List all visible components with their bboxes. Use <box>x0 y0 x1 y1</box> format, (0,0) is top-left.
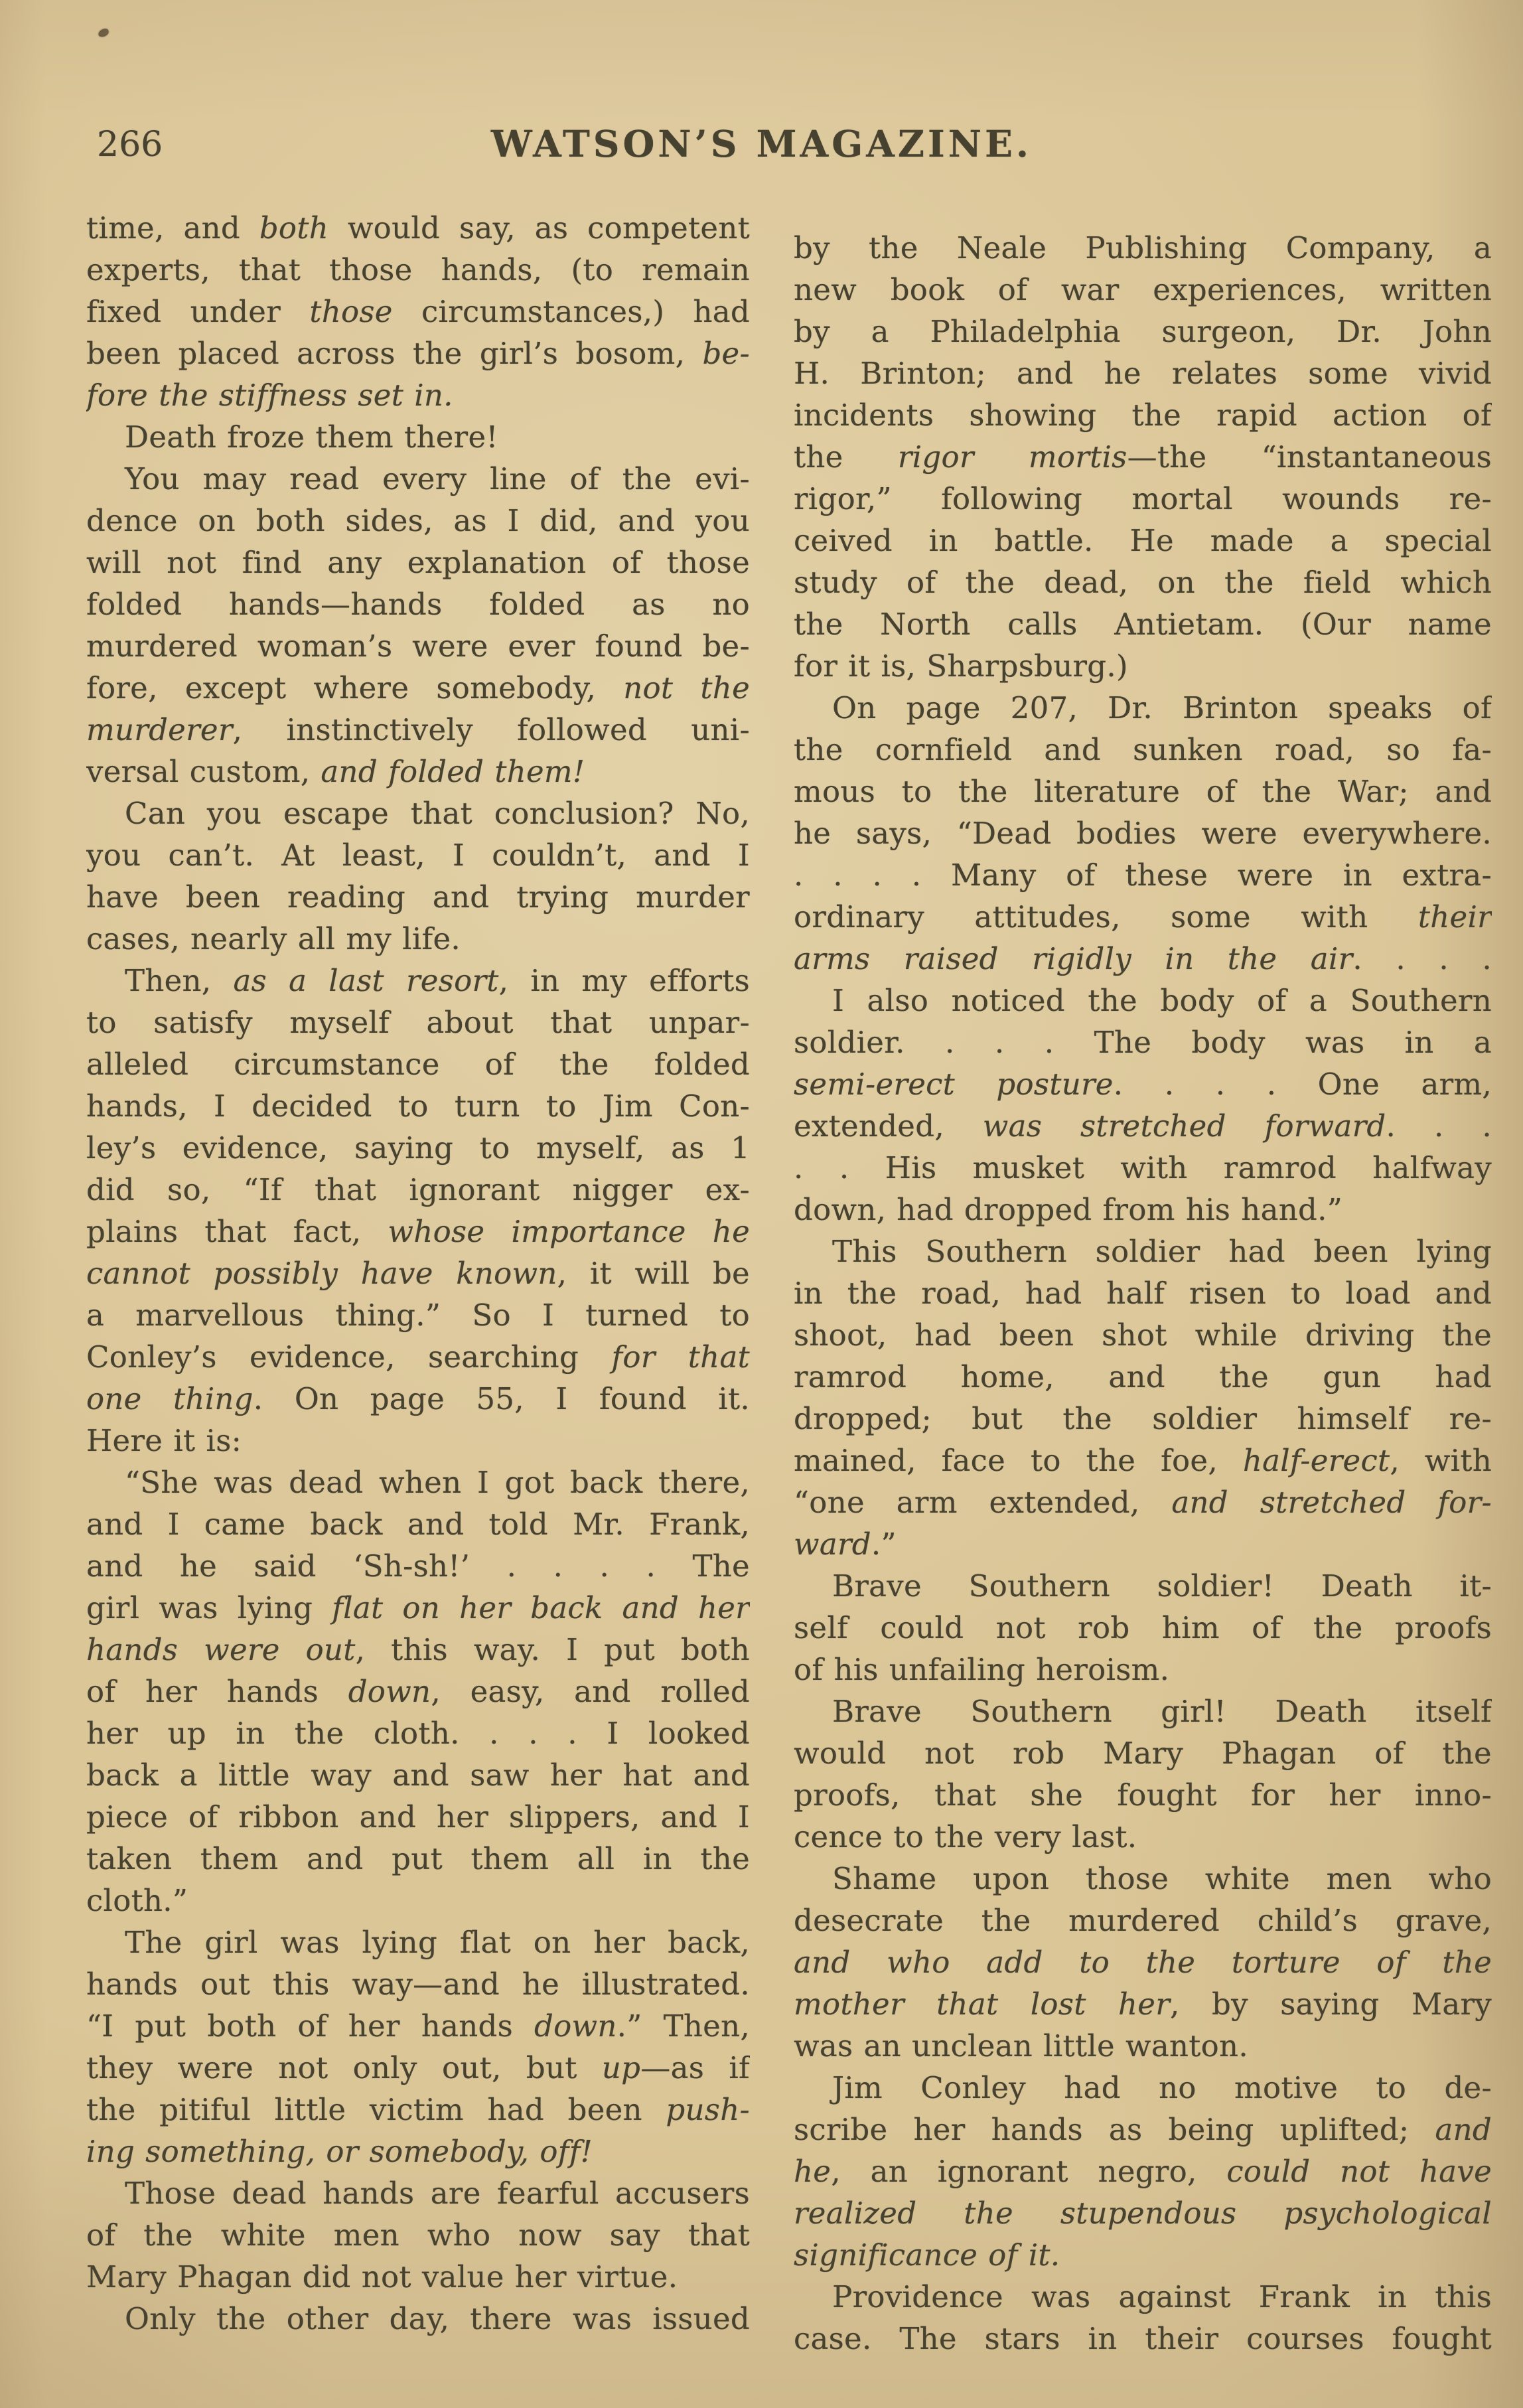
italic-text-segment: he <box>794 2154 832 2189</box>
text-line <box>794 1147 1492 1189</box>
text-segment: he says, “Dead bodies were everywhere. <box>794 816 1492 851</box>
text-line <box>86 2214 750 2256</box>
text-segment: . . . . Many of these were in extra- <box>794 858 1492 893</box>
text-segment: to satisfy myself about that unpar- <box>86 1005 750 1040</box>
text-segment: Jim Conley had no motive to de- <box>832 2070 1492 2105</box>
italic-text-segment: ing something, or somebody, off! <box>86 2134 593 2169</box>
text-line <box>794 645 1492 687</box>
page-number: 266 <box>97 125 163 165</box>
text-segment: —the “instantaneous <box>1127 439 1492 475</box>
text-segment: . . . . <box>1352 941 1492 976</box>
text-line <box>794 771 1492 812</box>
text-line <box>794 1816 1492 1858</box>
text-line <box>86 249 750 291</box>
text-segment: been placed across the girl’s bosom, <box>86 336 703 371</box>
text-segment: The girl was lying flat on her back, <box>125 1925 750 1960</box>
text-segment: Providence was against Frank in this <box>832 2279 1492 2314</box>
text-segment: her up in the cloth. . . . I looked <box>86 1716 750 1751</box>
text-line <box>86 1838 750 1880</box>
text-line <box>794 436 1492 478</box>
text-segment: extended, <box>794 1108 983 1144</box>
text-segment: the <box>794 439 898 475</box>
text-line <box>794 1941 1492 1983</box>
text-line <box>794 1231 1492 1272</box>
text-segment: I also noticed the body of a Southern <box>832 983 1492 1018</box>
text-line <box>794 2067 1492 2109</box>
text-line <box>86 1754 750 1796</box>
text-segment: by the Neale Publishing Company, a <box>794 230 1492 265</box>
right-text-column <box>794 227 1492 2360</box>
italic-text-segment: rigor mortis <box>897 439 1127 475</box>
text-segment: Death froze them there! <box>125 419 498 455</box>
text-line <box>794 1649 1492 1691</box>
text-line <box>794 269 1492 311</box>
text-line <box>794 1774 1492 1816</box>
italic-text-segment: up <box>601 2050 641 2085</box>
text-line <box>86 709 750 751</box>
text-line <box>794 1314 1492 1356</box>
text-line <box>86 792 750 834</box>
text-line <box>86 1671 750 1712</box>
text-line <box>86 1211 750 1252</box>
text-segment: piece of ribbon and her slippers, and I <box>86 1799 750 1835</box>
text-segment: proofs, that she fought for her inno- <box>794 1777 1492 1813</box>
text-segment: cases, nearly all my life. <box>86 921 461 956</box>
text-segment: , easy, and rolled <box>431 1674 750 1709</box>
text-segment: would not rob Mary Phagan of the <box>794 1736 1492 1771</box>
text-segment: incidents showing the rapid action of <box>794 398 1492 433</box>
italic-text-segment: hands were out <box>86 1632 356 1667</box>
text-line <box>86 2005 750 2047</box>
italic-text-segment: flat on her back and her <box>332 1590 750 1625</box>
text-line <box>86 1252 750 1294</box>
text-segment: dropped; but the soldier himself re- <box>794 1401 1492 1436</box>
text-segment: case. The stars in their courses fought <box>794 2321 1492 2356</box>
text-segment: alleled circumstance of the folded <box>86 1047 750 1082</box>
text-line <box>794 2150 1492 2192</box>
text-line <box>86 876 750 918</box>
italic-text-segment: was stretched forward <box>982 1108 1386 1144</box>
text-segment: have been reading and trying murder <box>86 879 750 915</box>
text-segment: Only the other day, there was issued <box>125 2301 750 2336</box>
text-line <box>794 1481 1492 1523</box>
text-line <box>86 751 750 792</box>
text-line <box>794 896 1492 938</box>
text-line <box>794 812 1492 854</box>
italic-text-segment: arms raised rigidly in the air <box>794 941 1353 976</box>
text-line <box>86 2172 750 2214</box>
text-segment: , with <box>1390 1443 1492 1478</box>
italic-text-segment: realized the stupendous psychological <box>794 2196 1492 2231</box>
text-segment: . . . . One arm, <box>1113 1067 1492 1102</box>
text-line <box>794 1983 1492 2025</box>
text-segment: by a Philadelphia surgeon, Dr. John <box>794 314 1492 349</box>
italic-text-segment: as a last resort <box>233 963 499 998</box>
text-line <box>86 542 750 583</box>
text-line <box>86 207 750 249</box>
text-segment: “She was dead when I got back there, <box>125 1465 750 1500</box>
text-line <box>86 625 750 667</box>
text-line <box>794 1607 1492 1649</box>
text-line <box>794 729 1492 771</box>
text-segment: ceived in battle. He made a special <box>794 523 1492 558</box>
text-segment: Shame upon those white men who <box>832 1861 1492 1896</box>
text-line <box>86 333 750 374</box>
text-line <box>794 1858 1492 1900</box>
text-line <box>86 500 750 542</box>
text-line <box>86 667 750 709</box>
text-line <box>86 2131 750 2172</box>
text-segment: circumstances,) had <box>392 294 750 329</box>
text-segment: down, had dropped from his hand.” <box>794 1192 1343 1227</box>
text-line <box>794 1440 1492 1481</box>
text-line <box>86 2089 750 2131</box>
text-line <box>86 1629 750 1671</box>
text-line <box>794 603 1492 645</box>
text-line <box>794 1565 1492 1607</box>
text-segment: back a little way and saw her hat and <box>86 1758 750 1793</box>
italic-text-segment: their <box>1417 899 1492 935</box>
text-segment: Conley’s evidence, searching <box>86 1339 612 1375</box>
text-segment: .” <box>871 1527 897 1562</box>
text-segment: murdered woman’s were ever found be- <box>86 629 750 664</box>
text-line <box>794 1272 1492 1314</box>
text-line <box>86 1545 750 1587</box>
italic-text-segment: murderer <box>86 712 233 747</box>
italic-text-segment: both <box>259 210 328 246</box>
text-segment: “I put both of her hands <box>86 2008 535 2044</box>
left-text-column <box>86 207 750 2340</box>
text-line <box>86 1043 750 1085</box>
text-segment: Those dead hands are fearful accusers <box>125 2176 750 2211</box>
text-line <box>86 1294 750 1336</box>
text-segment: Can you escape that conclusion? No, <box>125 796 750 831</box>
text-line <box>794 562 1492 603</box>
text-line <box>86 960 750 1002</box>
italic-text-segment: fore the stiffness set in. <box>86 378 453 413</box>
text-segment: for it is, Sharpsburg.) <box>794 648 1128 684</box>
text-line <box>86 1921 750 1963</box>
text-segment: would say, as competent <box>328 210 750 246</box>
text-line <box>86 1587 750 1629</box>
text-segment: of his unfailing heroism. <box>794 1652 1170 1687</box>
text-segment: dence on both sides, as I did, and you <box>86 503 750 538</box>
text-line <box>794 2234 1492 2276</box>
text-segment: scribe her hands as being uplifted; <box>794 2112 1435 2147</box>
text-line <box>794 1523 1492 1565</box>
text-line <box>794 2276 1492 2318</box>
text-line <box>794 938 1492 980</box>
text-line <box>86 1002 750 1043</box>
text-line <box>794 2025 1492 2067</box>
text-line <box>86 1336 750 1378</box>
text-segment: and I came back and told Mr. Frank, <box>86 1507 750 1542</box>
text-segment: time, and <box>86 210 259 246</box>
text-segment: .” Then, <box>616 2008 750 2044</box>
text-segment: self could not rob him of the proofs <box>794 1610 1492 1645</box>
magazine-title: WATSON’S MAGAZINE. <box>490 122 1033 165</box>
text-segment: versal custom, <box>86 754 321 789</box>
text-segment: was an unclean little wanton. <box>794 2028 1248 2064</box>
text-segment: , instinctively followed uni- <box>232 712 750 747</box>
italic-text-segment: one thing <box>86 1381 254 1416</box>
text-segment: Brave Southern girl! Death itself <box>832 1694 1492 1729</box>
text-segment: , an ignorant negro, <box>831 2154 1227 2189</box>
text-segment: Then, <box>125 963 234 998</box>
text-segment: folded hands—hands folded as no <box>86 587 750 622</box>
text-segment: hands out this way—and he illustrated. <box>86 1967 750 2002</box>
italic-text-segment: not the <box>623 670 750 706</box>
text-line <box>86 1963 750 2005</box>
text-line <box>86 2298 750 2340</box>
text-segment: desecrate the murdered child’s grave, <box>794 1903 1492 1938</box>
text-segment: ley’s evidence, saying to myself, as 1 <box>86 1130 750 1166</box>
text-segment: hands, I decided to turn to Jim Con- <box>86 1089 750 1124</box>
text-segment: girl was lying <box>86 1590 332 1625</box>
text-segment: you can’t. At least, I couldn’t, and I <box>86 838 750 873</box>
italic-text-segment: could not have <box>1226 2154 1492 2189</box>
text-segment: You may read every line of the evi- <box>125 461 750 496</box>
text-line <box>794 980 1492 1021</box>
text-segment: fore, except where somebody, <box>86 670 624 706</box>
text-line <box>794 687 1492 729</box>
text-line <box>794 1732 1492 1774</box>
text-segment: mous to the literature of the War; and <box>794 774 1492 809</box>
text-segment: new book of war experiences, written <box>794 272 1492 307</box>
text-segment: —as if <box>640 2050 750 2085</box>
text-segment: , in my efforts <box>498 963 750 998</box>
italic-text-segment: ward <box>794 1527 871 1562</box>
text-segment: “one arm extended, <box>794 1485 1172 1520</box>
text-line <box>86 918 750 960</box>
italic-text-segment: down <box>348 1674 431 1709</box>
text-segment: the cornfield and sunken road, so fa- <box>794 732 1492 767</box>
text-segment: cence to the very last. <box>794 1819 1137 1854</box>
text-line <box>794 1356 1492 1398</box>
text-segment: fixed under <box>86 294 310 329</box>
italic-text-segment: mother that lost her <box>794 1987 1171 2022</box>
text-line <box>86 2047 750 2089</box>
text-segment: , by saying Mary <box>1170 1987 1492 2022</box>
text-segment: and he said ‘Sh-sh!’ . . . . The <box>86 1548 750 1584</box>
text-segment: cloth.” <box>86 1883 188 1918</box>
text-line <box>86 1880 750 1921</box>
text-line <box>86 416 750 458</box>
text-line <box>794 1063 1492 1105</box>
italic-text-segment: and <box>1435 2112 1492 2147</box>
text-line <box>794 854 1492 896</box>
text-segment: of her hands <box>86 1674 348 1709</box>
text-segment: rigor,” following mortal wounds re- <box>794 481 1492 516</box>
text-segment: shoot, had been shot while driving the <box>794 1317 1492 1353</box>
text-segment: of the white men who now say that <box>86 2218 750 2253</box>
text-line <box>86 1169 750 1211</box>
text-line <box>794 311 1492 352</box>
italic-text-segment: for that <box>611 1339 750 1375</box>
italic-text-segment: push- <box>666 2092 750 2127</box>
text-segment: mained, face to the foe, <box>794 1443 1243 1478</box>
text-line <box>86 1462 750 1503</box>
text-line <box>86 2256 750 2298</box>
text-segment: study of the dead, on the field which <box>794 565 1492 600</box>
text-line <box>794 1691 1492 1732</box>
text-line <box>86 291 750 333</box>
text-segment: , it will be <box>557 1256 750 1291</box>
text-line <box>794 2318 1492 2360</box>
text-segment: did so, “If that ignorant nigger ex- <box>86 1172 750 1207</box>
ink-speck <box>98 28 110 38</box>
text-segment: soldier. . . . The body was in a <box>794 1025 1492 1060</box>
text-line <box>86 1127 750 1169</box>
text-segment: taken them and put them all in the <box>86 1841 750 1876</box>
text-segment: plains that fact, <box>86 1214 388 1249</box>
italic-text-segment: down <box>534 2008 617 2044</box>
text-line <box>794 1189 1492 1231</box>
text-line <box>86 458 750 500</box>
text-line <box>86 1796 750 1838</box>
text-line <box>86 1712 750 1754</box>
text-segment: ordinary attitudes, some with <box>794 899 1418 935</box>
text-line <box>794 1398 1492 1440</box>
italic-text-segment: cannot possibly have known <box>86 1256 557 1291</box>
text-segment: Here it is: <box>86 1423 242 1458</box>
text-line <box>86 834 750 876</box>
text-line <box>794 478 1492 520</box>
italic-text-segment: and folded them! <box>321 754 585 789</box>
italic-text-segment: half-erect <box>1242 1443 1390 1478</box>
text-line <box>86 374 750 416</box>
text-line <box>794 227 1492 269</box>
text-line <box>794 2109 1492 2150</box>
italic-text-segment: those <box>309 294 393 329</box>
text-line <box>86 1085 750 1127</box>
text-line <box>794 352 1492 394</box>
text-segment: , this way. I put both <box>355 1632 750 1667</box>
italic-text-segment: significance of it. <box>794 2237 1060 2273</box>
italic-text-segment: whose importance he <box>388 1214 750 1249</box>
text-segment: . . His musket with ramrod halfway <box>794 1150 1492 1185</box>
text-line <box>794 1900 1492 1941</box>
text-line <box>86 583 750 625</box>
text-line <box>794 520 1492 562</box>
italic-text-segment: and who add to the torture of the <box>794 1945 1492 1980</box>
text-segment: will not find any explanation of those <box>86 545 750 580</box>
text-line <box>86 1420 750 1462</box>
italic-text-segment: and stretched for- <box>1171 1485 1492 1520</box>
text-segment: ramrod home, and the gun had <box>794 1359 1492 1394</box>
text-segment: . On page 55, I found it. <box>253 1381 750 1416</box>
text-segment: they were not only out, but <box>86 2050 602 2085</box>
italic-text-segment: semi-erect posture <box>794 1067 1114 1102</box>
text-segment: the North calls Antietam. (Our name <box>794 607 1492 642</box>
text-line <box>794 2192 1492 2234</box>
text-segment: H. Brinton; and he relates some vivid <box>794 356 1492 391</box>
text-segment: experts, that those hands, (to remain <box>86 252 750 287</box>
text-segment: a marvellous thing.” So I turned to <box>86 1298 750 1333</box>
text-segment: Brave Southern soldier! Death it- <box>832 1568 1492 1604</box>
italic-text-segment: be- <box>702 336 750 371</box>
text-line <box>794 394 1492 436</box>
text-line <box>86 1503 750 1545</box>
text-line <box>794 1021 1492 1063</box>
text-segment: . . . <box>1386 1108 1492 1144</box>
text-segment: the pitiful little victim had been <box>86 2092 666 2127</box>
text-segment: This Southern soldier had been lying <box>832 1234 1492 1269</box>
text-segment: On page 207, Dr. Brinton speaks of <box>832 690 1492 725</box>
text-segment: in the road, had half risen to load and <box>794 1276 1492 1311</box>
text-line <box>86 1378 750 1420</box>
text-line <box>794 1105 1492 1147</box>
text-segment: Mary Phagan did not value her virtue. <box>86 2259 678 2295</box>
